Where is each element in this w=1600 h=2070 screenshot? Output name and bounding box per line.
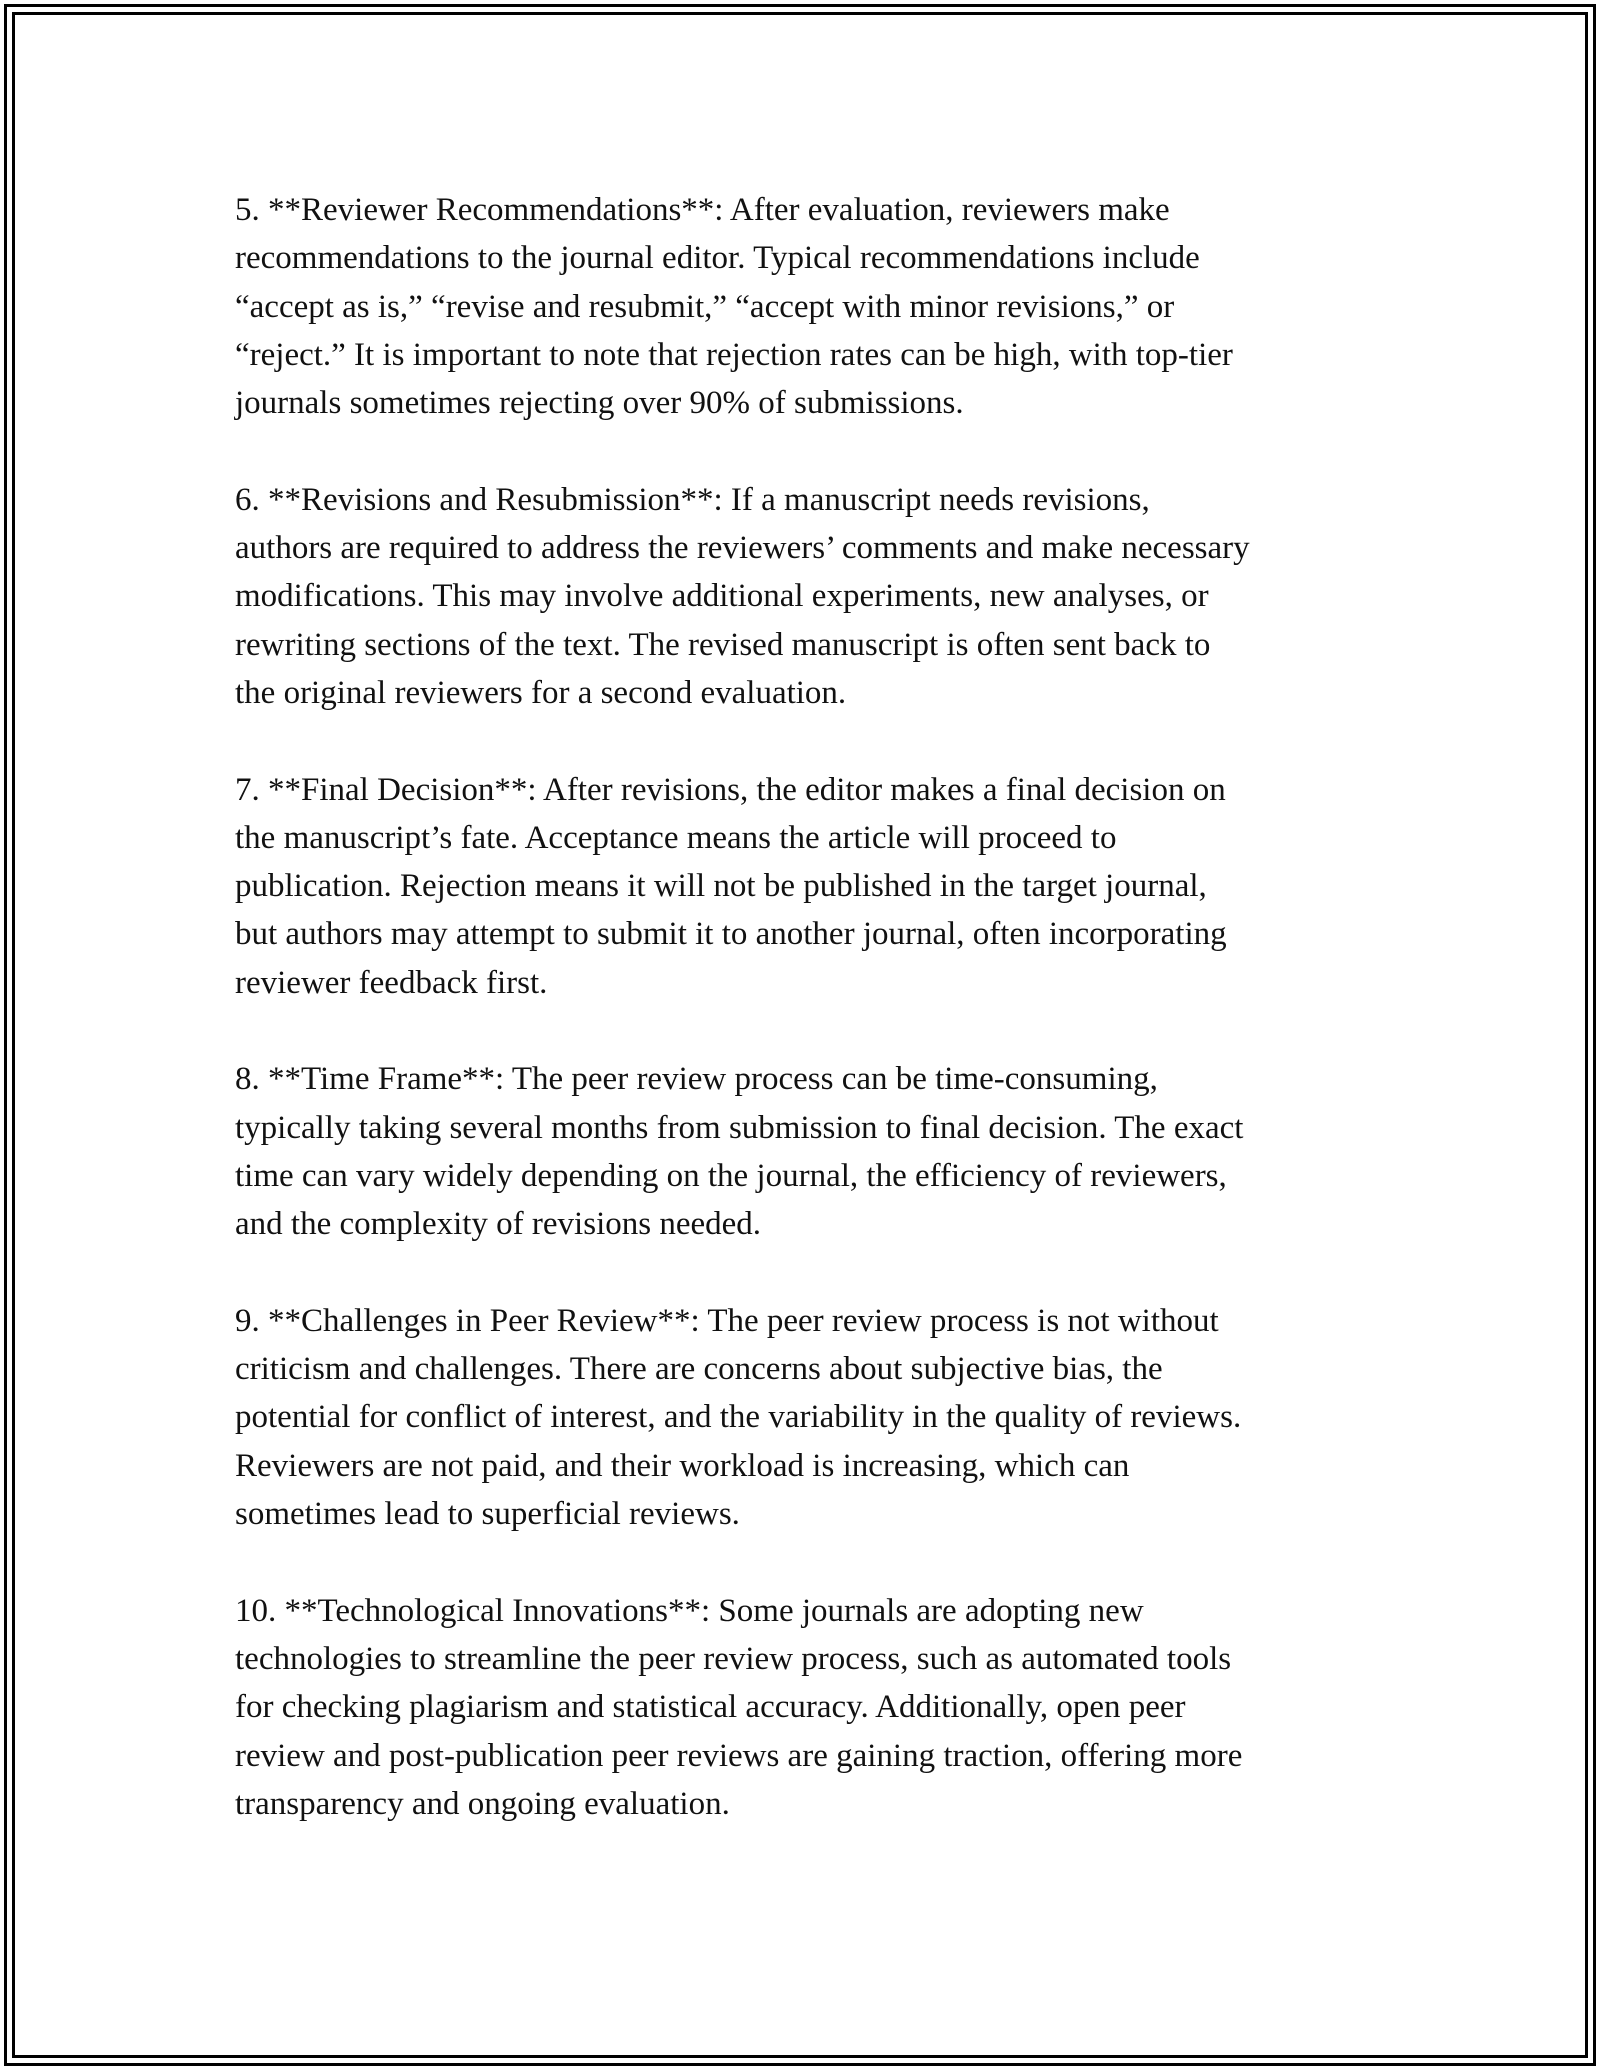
document-body (235, 186, 1375, 1876)
paragraph-final-decision: 7. **Final Decision**: After revisions, the editor makes a final decision on the manuscript’s fate. Acceptance means the article will proceed to publication. Rejection means it will not be published in the target journal, but authors may attempt to submit it to another journal, often incorporating reviewer feedback first. (235, 771, 1227, 1001)
paragraph-reviewer-recommendations: 5. **Reviewer Recommendations**: After evaluation, reviewers make recommendations to the journal editor. Typical recommendations include “accept as is,” “revise and resubmit,” “accept with minor revisions,” or “reject.” It is important to note that rejection rates can be high, with top-tier journals sometimes rejecting over 90% of submissions. (235, 192, 1233, 422)
paragraph-revisions-resubmission: 6. **Revisions and Resubmission**: If a manuscript needs revisions, authors are required to address the reviewers’ comments and make necessary modifications. This may involve additional experiments, new analyses, or rewriting sections of the text. The revised manuscript is often sent back to the original reviewers for a second evaluation. (235, 481, 1250, 711)
paragraph-technological-innovations: 10. **Technological Innovations**: Some journals are adopting new technologies to streamline the peer review process, such as automated tools for checking plagiarism and statistical accuracy. Additionally, open peer review and post-publication peer reviews are gaining traction, offering more transparency and ongoing evaluation. (235, 1592, 1243, 1822)
paragraph-challenges: 9. **Challenges in Peer Review**: The peer review process is not without criticism and challenges. There are concerns about subjective bias, the potential for conflict of interest, and the variability in the quality of reviews. Reviewers are not paid, and their workload is increasing, which can sometimes lead to superficial reviews. (235, 1302, 1242, 1533)
paragraph-time-frame: 8. **Time Frame**: The peer review process can be time-consuming, typically taking several months from submission to final decision. The exact time can vary widely depending on the journal, the efficiency of reviewers, and the complexity of revisions needed. (235, 1061, 1244, 1243)
